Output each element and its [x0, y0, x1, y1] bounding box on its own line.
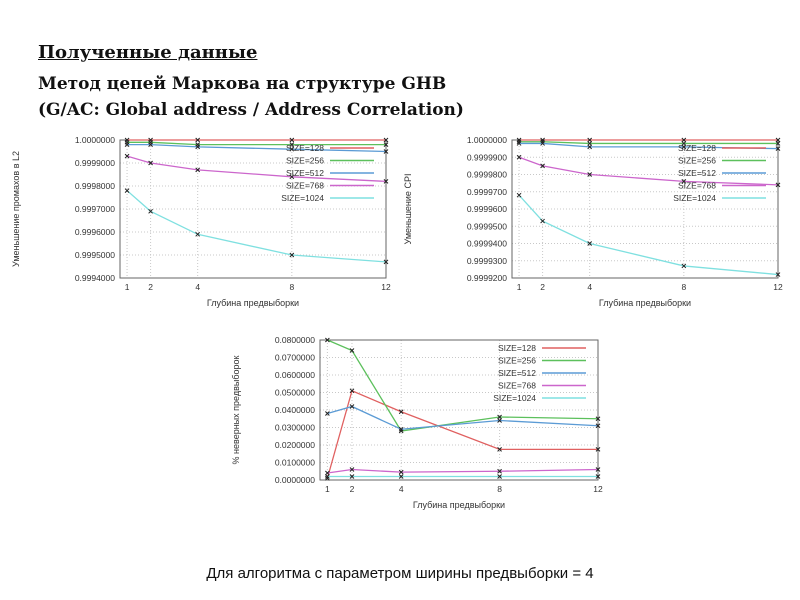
legend-label: SIZE=512 — [677, 168, 716, 178]
y-tick-label: 0.0700000 — [274, 352, 315, 363]
legend-label: SIZE=768 — [677, 180, 716, 191]
x-tick-label: 12 — [381, 282, 391, 292]
x-tick-label: 4 — [587, 282, 593, 292]
legend-label: SIZE=128 — [497, 343, 536, 353]
x-axis-label: Глубина предвыборки — [412, 500, 506, 510]
y-tick-label: 0.9999600 — [466, 204, 507, 214]
y-tick-label: 0.0000000 — [274, 475, 315, 485]
x-tick-label: 4 — [195, 282, 201, 292]
y-tick-label: 0.0600000 — [274, 370, 315, 380]
y-tick-label: 0.9995000 — [74, 250, 115, 260]
legend-label: SIZE=768 — [285, 180, 324, 191]
y-tick-label: 0.0200000 — [274, 440, 315, 450]
y-axis-label: Уменьшение промахов в L2 — [11, 151, 21, 267]
x-tick-label: 8 — [497, 484, 502, 494]
legend-label: SIZE=1024 — [493, 393, 536, 403]
legend-label: SIZE=1024 — [673, 193, 716, 203]
y-tick-label: 0.9999400 — [466, 238, 507, 249]
method-subtitle-detail: (G/AC: Global address / Address Correlation) — [38, 100, 464, 120]
x-tick-label: 4 — [398, 484, 404, 494]
x-tick-label: 2 — [349, 484, 355, 494]
legend-label: SIZE=256 — [497, 355, 536, 366]
x-tick-label: 1 — [516, 282, 522, 292]
series-line-2 — [519, 142, 778, 144]
y-tick-label: 0.9999200 — [466, 273, 507, 283]
y-tick-label: 0.0500000 — [274, 387, 315, 398]
y-tick-label: 0.0100000 — [274, 457, 315, 468]
legend-label: SIZE=768 — [497, 380, 536, 391]
series-line-1 — [327, 391, 598, 479]
y-tick-label: 0.0400000 — [274, 405, 315, 415]
y-tick-label: 0.9999500 — [466, 221, 507, 232]
y-tick-label: 0.0300000 — [274, 422, 315, 433]
y-tick-label: 0.9998000 — [74, 181, 115, 191]
legend-label: SIZE=512 — [285, 168, 324, 178]
x-tick-label: 12 — [773, 282, 783, 292]
legend-label: SIZE=128 — [677, 143, 716, 153]
chart-wrong-prefetch-percent — [228, 330, 613, 520]
x-tick-label: 12 — [593, 484, 603, 494]
y-tick-label: 0.9997000 — [74, 204, 115, 214]
data-point — [517, 193, 521, 197]
series-line-5 — [127, 191, 386, 262]
y-tick-label: 0.9996000 — [74, 227, 115, 237]
legend-label: SIZE=256 — [285, 155, 324, 166]
y-tick-label: 0.9999700 — [466, 186, 507, 197]
method-subtitle: Метод цепей Маркова на структуре GHB — [38, 74, 447, 94]
y-tick-label: 0.0800000 — [274, 335, 315, 345]
y-axis-label: % неверных предвыборок — [231, 355, 241, 465]
legend-label: SIZE=128 — [285, 143, 324, 153]
slide-title: Полученные данные — [38, 42, 258, 63]
x-tick-label: 1 — [124, 282, 130, 292]
x-tick-label: 2 — [148, 282, 153, 292]
y-tick-label: 1.0000000 — [74, 135, 115, 145]
y-tick-label: 0.9999300 — [466, 255, 507, 266]
x-axis-label: Глубина предвыборки — [206, 298, 300, 308]
y-tick-label: 0.9999900 — [466, 152, 507, 163]
series-line-5 — [519, 195, 778, 274]
legend-label: SIZE=512 — [497, 368, 536, 378]
x-tick-label: 1 — [325, 484, 330, 494]
y-tick-label: 1.0000000 — [466, 135, 507, 145]
x-tick-label: 8 — [289, 282, 295, 292]
x-axis-label: Глубина предвыборки — [598, 298, 692, 308]
series-line-2 — [127, 142, 386, 144]
x-tick-label: 8 — [681, 282, 687, 292]
y-tick-label: 0.9994000 — [74, 273, 115, 283]
y-tick-label: 0.9999000 — [74, 158, 115, 168]
chart-l2-miss-reduction — [8, 128, 403, 320]
y-axis-label: Уменьшение CPI — [403, 173, 413, 245]
legend-label: SIZE=256 — [677, 155, 716, 166]
series-line-4 — [327, 470, 598, 474]
y-tick-label: 0.9999800 — [466, 169, 507, 180]
legend-label: SIZE=1024 — [281, 193, 324, 203]
series-line-4 — [519, 157, 778, 185]
x-tick-label: 2 — [540, 282, 545, 292]
chart-cpi-reduction — [400, 128, 795, 320]
caption-text: Для алгоритма с параметром ширины предвыборки = 4 — [206, 565, 594, 582]
